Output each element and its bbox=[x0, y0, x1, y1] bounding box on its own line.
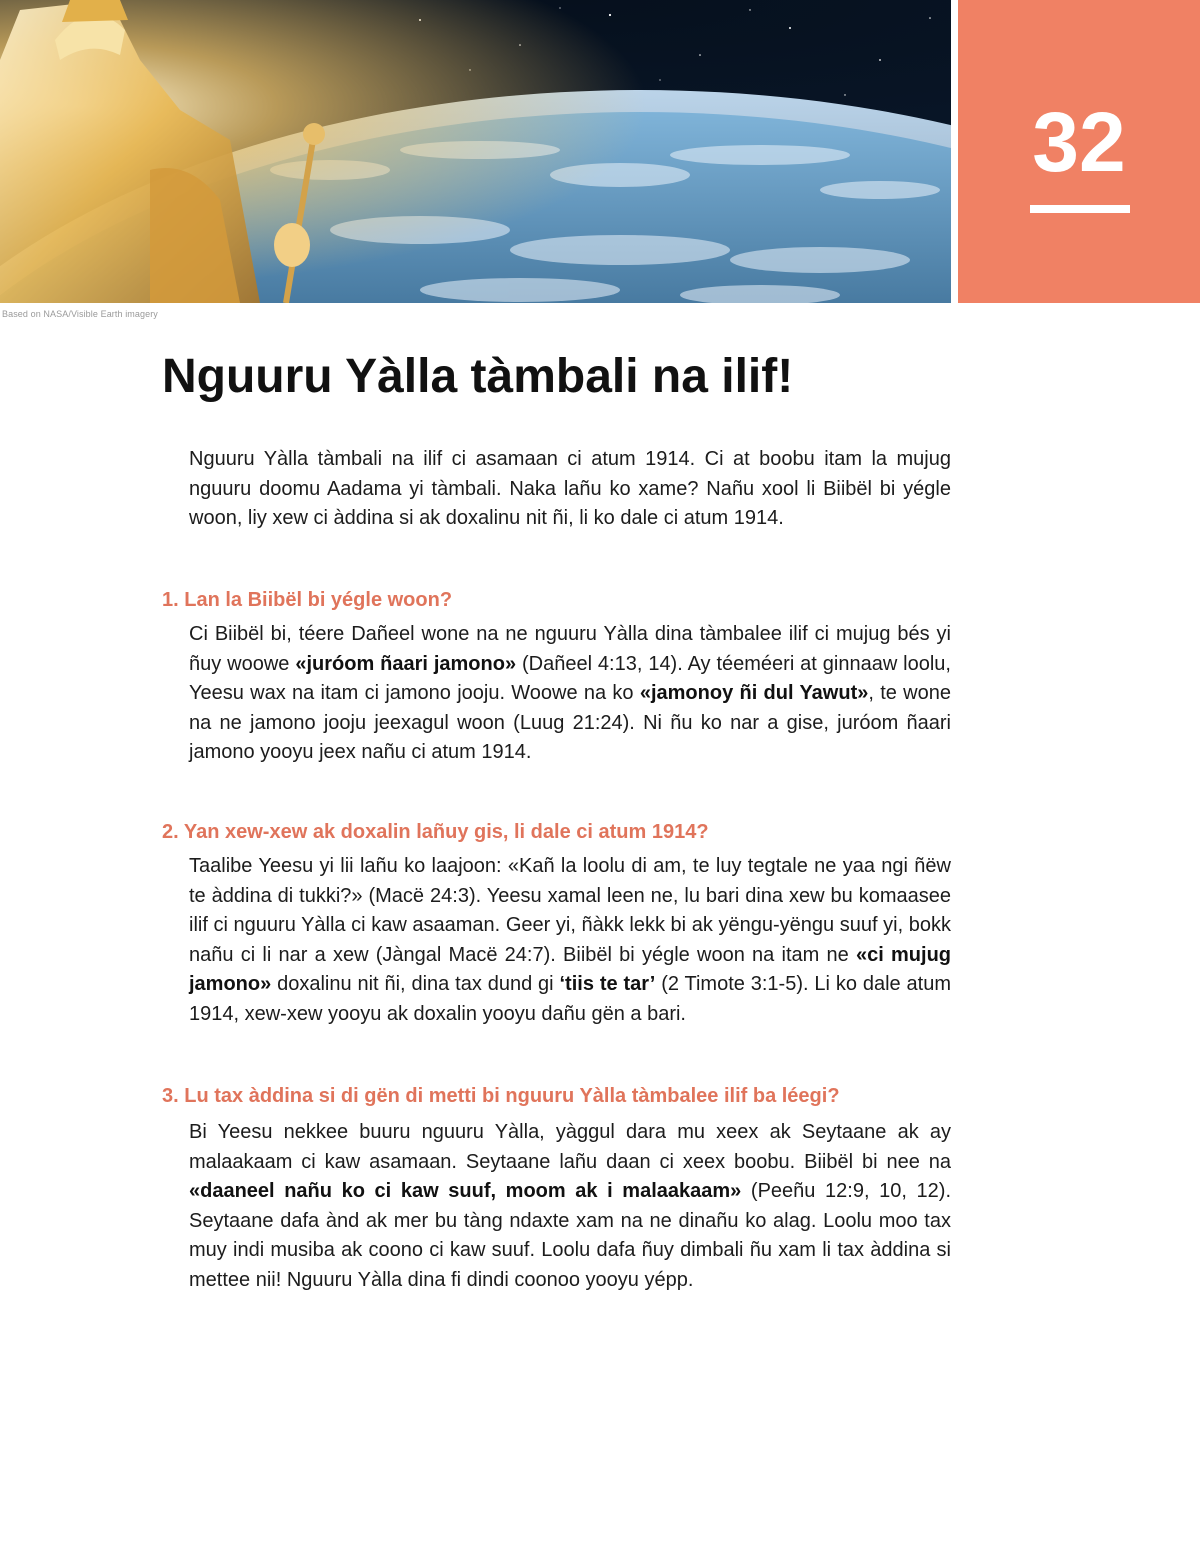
section-1-heading: 1. Lan la Biibël bi yégle woon? bbox=[162, 589, 453, 611]
crown-icon bbox=[62, 0, 128, 22]
section-3-paragraph: Bi Yeesu nekkee buuru nguuru Yàlla, yàggul dara mu xeex ak Seytaane ak ay malaakaam ci kaw asamaan. Seytaane lañu daan ci xeex boobu. Biibël bi nee na «daaneel nañu ko ci kaw suuf, moom ak i malaakaam» (Peeñu 12:9, 10, 12). Seytaane dafa ànd ak mer bu tàng ndaxte xam na ne dinañu ko alag. Loolu moo tax muy indi musiba ak coono ci kaw suuf. Loolu dafa ñuy dimbali ñu xam li tax àddina si mettee nii! Nguuru Yàlla dina fi dindi coonoo yooyu yépp. bbox=[189, 1121, 951, 1291]
page-title: Nguuru Yàlla tàmbali na ilif! bbox=[162, 350, 794, 403]
emphasis: ‘tiis te tar’ bbox=[559, 973, 656, 995]
emphasis: «jamonoy ñi dul Yawut» bbox=[639, 682, 869, 704]
section-2-heading: 2. Yan xew-xew ak doxalin lañuy gis, li dale ci atum 1914? bbox=[162, 821, 709, 843]
section-3-heading: 3. Lu tax àddina si di gën di metti bi nguuru Yàlla tàmbalee ilif ba léegi? bbox=[162, 1085, 840, 1107]
hand bbox=[274, 223, 310, 267]
emphasis: «daaneel nañu ko ci kaw suuf, moom ak i malaakaam» bbox=[189, 1180, 742, 1202]
hero-image-earth-king bbox=[0, 0, 951, 303]
intro-paragraph: Nguuru Yàlla tàmbali na ilif ci asamaan ci atum 1914. Ci at boobu itam la mujug nguuru doomu Aadama yi tàmbali. Naka lañu ko xame? Nañu xool li Biibël bi yégle woon, liy xew ci àddina si ak doxalinu nit ñi, li ko dale ci atum 1914. bbox=[189, 448, 951, 529]
emphasis: «ci mujug jamono» bbox=[189, 943, 951, 995]
hero-illustration bbox=[0, 0, 951, 303]
lesson-number: 32 bbox=[1032, 95, 1126, 189]
emphasis: «juróom ñaari jamono» bbox=[295, 652, 517, 675]
lesson-number-box bbox=[958, 0, 1200, 303]
lesson-underline bbox=[1030, 205, 1130, 213]
image-credit: Based on NASA/Visible Earth imagery bbox=[2, 309, 158, 319]
section-1-paragraph: Ci Biibël bi, téere Dañeel wone na ne nguuru Yàlla dina tàmbalee ilif ci mujug bés yi ñuy woowe «juróom ñaari jamono» (Dañeel 4:13, 14). Ay téeméeri at ginnaaw loolu, Yeesu wax na itam ci jamono jooju. Woowe na ko «jamonoy ñi dul Yawut», te wone na ne jamono jooju jeexagul woon (Luug 21:24). Ni ñu ko nar a gise, juróom ñaari jamono yooyu jeex nañu ci atum 1914. bbox=[189, 623, 951, 763]
section-2-paragraph: Taalibe Yeesu yi lii lañu ko laajoon: «Kañ la loolu di am, te luy tegtale ne yaa ngi ñëw te àddina di tukki?» (Macë 24:3). Yeesu xamal leen ne, lu bari dina xew bu komaasee ilif ci nguuru Yàlla ci kaw asaaman. Geer yi, ñàkk lekk bi ak yëngu-yëngu suuf yi, bokk nañu ci li nar a xew (Jàngal Macë 24:7). Biibël bi yégle woon na itam ne «ci mujug jamono» doxalinu nit ñi, dina tax dund gi ‘tiis te tar’ (2 Timote 3:1-5). Li ko dale atum 1914, xew-xew yooyu ak doxalin yooyu dañu gën a bari. bbox=[189, 855, 951, 1025]
